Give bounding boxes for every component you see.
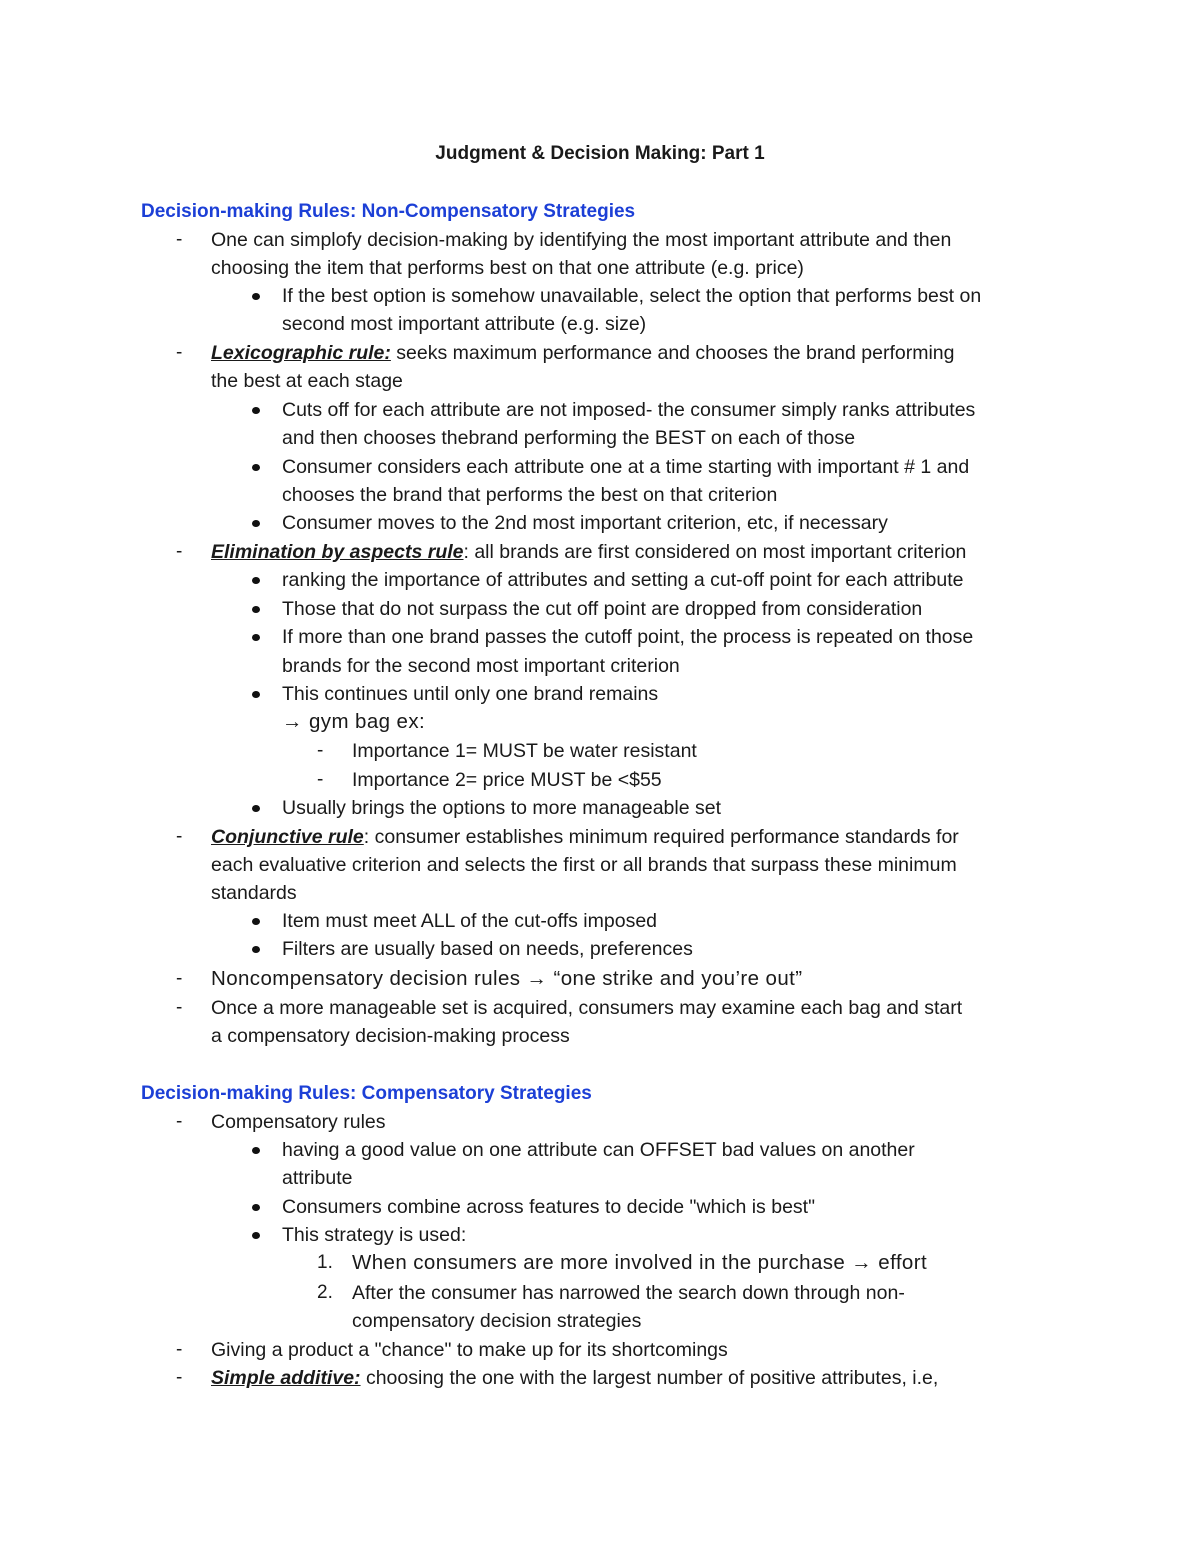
bullet-line: This continues until only one brand remains <box>282 683 659 705</box>
conjunctive-rule-term: Conjunctive rule <box>211 826 364 848</box>
bullet-icon <box>252 577 260 584</box>
page-title: Judgment & Decision Making: Part 1 <box>435 143 765 164</box>
list-number: 2. <box>317 1282 333 1303</box>
paragraph-line: each evaluative criterion and selects the first or all brands that surpass these minimum <box>211 854 957 876</box>
example-line: Importance 1= MUST be water resistant <box>352 740 697 762</box>
bullet-icon <box>252 606 260 613</box>
simple-additive-term: Simple additive: <box>211 1367 361 1389</box>
paragraph-line: Once a more manageable set is acquired, consumers may examine each bag and start <box>211 997 963 1019</box>
dash-marker: - <box>176 1111 183 1132</box>
dash-marker: - <box>176 229 183 250</box>
paragraph-line: standards <box>211 882 297 904</box>
dash-marker: - <box>176 342 183 363</box>
bullet-icon <box>252 805 260 812</box>
numbered-line: compensatory decision strategies <box>352 1310 642 1332</box>
lexicographic-rule-term: Lexicographic rule: <box>211 342 391 364</box>
numbered-line: After the consumer has narrowed the search down through non- <box>352 1282 905 1304</box>
bullet-line: Usually brings the options to more manageable set <box>282 797 721 819</box>
bullet-line: Consumer moves to the 2nd most important criterion, etc, if necessary <box>282 512 888 534</box>
paragraph-line: Compensatory rules <box>211 1111 386 1133</box>
bullet-line: ranking the importance of attributes and setting a cut-off point for each attribute <box>282 569 964 591</box>
bullet-line: Consumer considers each attribute one at a time starting with important # 1 and <box>282 456 970 478</box>
section-heading-compensatory: Decision-making Rules: Compensatory Strategies <box>141 1083 592 1104</box>
bullet-icon <box>252 634 260 641</box>
bullet-line: chooses the brand that performs the best on that criterion <box>282 484 778 506</box>
bullet-line: having a good value on one attribute can OFFSET bad values on another <box>282 1139 915 1161</box>
bullet-line: and then chooses thebrand performing the BEST on each of those <box>282 427 856 449</box>
lexicographic-rule-line <box>211 340 955 366</box>
bullet-line: This strategy is used: <box>282 1224 467 1246</box>
bullet-icon <box>252 946 260 953</box>
dash-marker: - <box>176 541 183 562</box>
bullet-line: If the best option is somehow unavailable, select the option that performs best on <box>282 285 982 307</box>
bullet-icon <box>252 1232 260 1239</box>
bullet-icon <box>252 520 260 527</box>
bullet-icon <box>252 918 260 925</box>
lexicographic-rule-definition: seeks maximum performance and chooses the brand performing <box>390 342 955 364</box>
bullet-icon <box>252 464 260 471</box>
bullet-icon <box>252 691 260 698</box>
example-label: → gym bag ex: <box>282 710 426 733</box>
dash-marker: - <box>317 769 324 790</box>
numbered-line: When consumers are more involved in the purchase → effort <box>352 1251 928 1274</box>
bullet-line: Those that do not surpass the cut off point are dropped from consideration <box>282 598 923 620</box>
dash-marker: - <box>176 1339 183 1360</box>
dash-marker: - <box>176 968 183 989</box>
list-number: 1. <box>317 1252 333 1273</box>
conjunctive-rule-definition: : consumer establishes minimum required performance standards for <box>363 826 959 848</box>
bullet-line: If more than one brand passes the cutoff point, the process is repeated on those <box>282 626 974 648</box>
bullet-line: attribute <box>282 1167 353 1189</box>
bullet-line: Cuts off for each attribute are not imposed- the consumer simply ranks attributes <box>282 399 976 421</box>
dash-marker: - <box>176 997 183 1018</box>
paragraph-line: the best at each stage <box>211 370 403 392</box>
elimination-rule-definition: : all brands are first considered on most important criterion <box>463 541 967 563</box>
bullet-line: Filters are usually based on needs, preferences <box>282 938 693 960</box>
paragraph-line: Giving a product a "chance" to make up for its shortcomings <box>211 1339 728 1361</box>
paragraph-line: One can simplofy decision-making by identifying the most important attribute and then <box>211 229 952 251</box>
paragraph-line: a compensatory decision-making process <box>211 1025 570 1047</box>
simple-additive-definition: choosing the one with the largest number of positive attributes, i.e, <box>360 1367 939 1389</box>
simple-additive-line <box>211 1365 938 1391</box>
conjunctive-rule-line <box>211 824 959 850</box>
bullet-line: Consumers combine across features to decide "which is best" <box>282 1196 816 1218</box>
bullet-line: brands for the second most important criterion <box>282 655 680 677</box>
dash-marker: - <box>176 826 183 847</box>
bullet-line: second most important attribute (e.g. size) <box>282 313 647 335</box>
bullet-icon <box>252 293 260 300</box>
dash-marker: - <box>176 1367 183 1388</box>
elimination-rule-line <box>211 539 966 565</box>
bullet-line: Item must meet ALL of the cut-offs imposed <box>282 910 658 932</box>
paragraph-line: choosing the item that performs best on that one attribute (e.g. price) <box>211 257 804 279</box>
example-line: Importance 2= price MUST be <$55 <box>352 769 662 791</box>
elimination-rule-term: Elimination by aspects rule <box>211 541 464 563</box>
bullet-icon <box>252 407 260 414</box>
dash-marker: - <box>317 740 324 761</box>
paragraph-line: Noncompensatory decision rules → “one strike and you’re out” <box>211 967 803 990</box>
bullet-icon <box>252 1147 260 1154</box>
section-heading-non-compensatory: Decision-making Rules: Non-Compensatory Strategies <box>141 201 636 222</box>
bullet-icon <box>252 1204 260 1211</box>
